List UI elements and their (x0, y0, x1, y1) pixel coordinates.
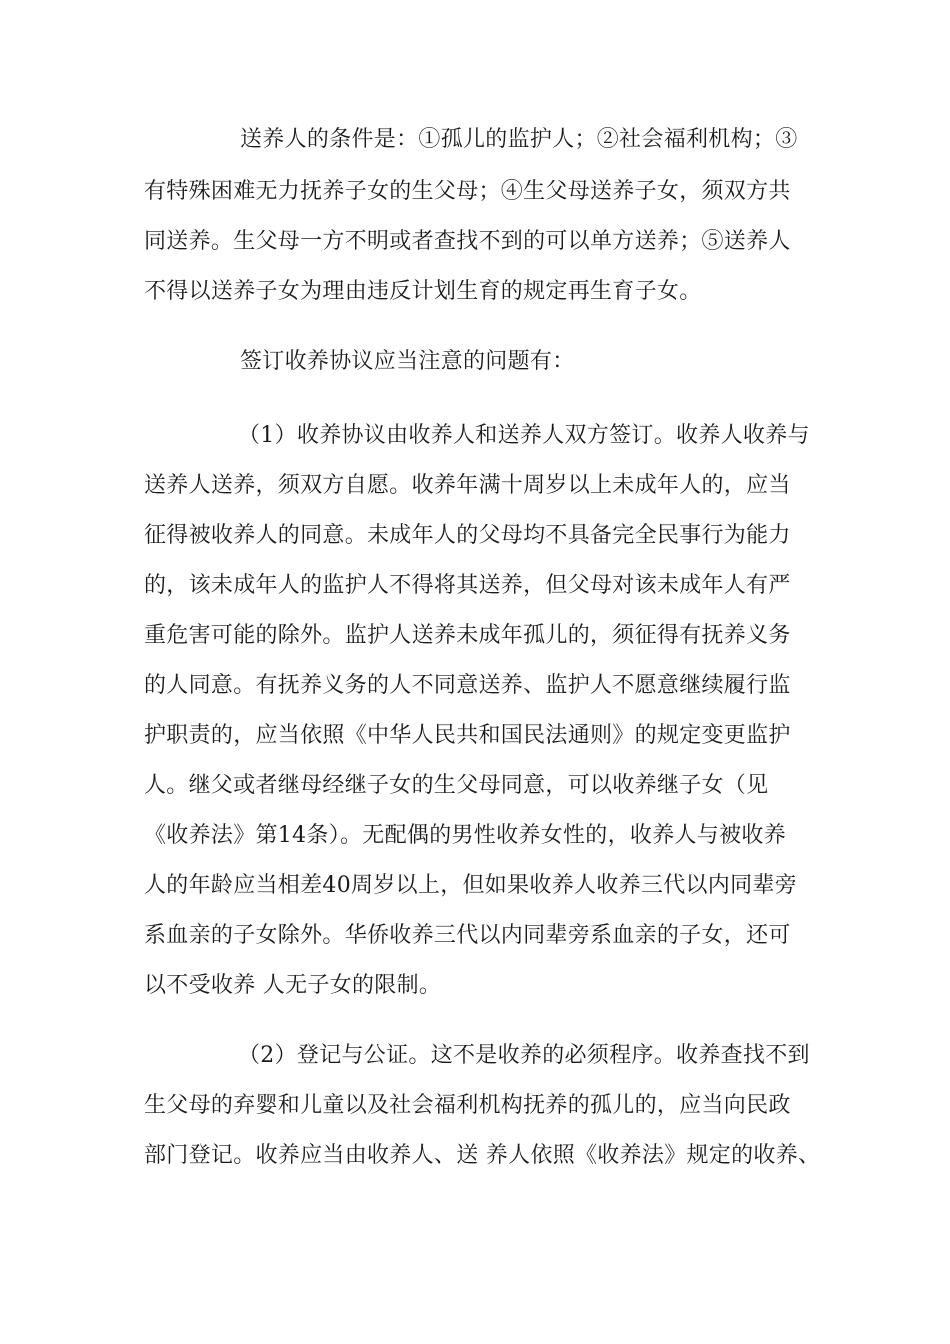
text-line: 护职责的，应当依照《中华人民共和国民法通则》的规定变更监护 (144, 723, 791, 748)
text-line: 人。继父或者继母经继子女的生父母同意，可以收养继子女（见 (144, 773, 769, 798)
text-line: 《收养法》第14条）。无配偶的男性收养女性的，收养人与被收养 (144, 823, 786, 848)
text-line: （2）登记与公证。这不是收养的必须程序。收养查找不到 (238, 1043, 810, 1068)
text-line: 送养人的条件是：①孤儿的监护人；②社会福利机构；③ (240, 127, 798, 152)
text-line: 送养人送养，须双方自愿。收养年满十周岁以上未成年人的，应当 (144, 473, 791, 498)
text-line: 的人同意。有抚养义务的人不同意送养、监护人不愿意继续履行监 (144, 673, 791, 698)
text-line: 人的年龄应当相差40周岁以上，但如果收养人收养三代以内同辈旁 (144, 873, 797, 898)
text-line: 部门登记。收养应当由收养人、送 养人依照《收养法》规定的收养、 (144, 1143, 821, 1168)
text-line: 系血亲的子女除外。华侨收养三代以内同辈旁系血亲的子女，还可 (144, 923, 791, 948)
text-line: 征得被收养人的同意。未成年人的父母均不具备完全民事行为能力 (144, 523, 791, 548)
text-line: 以不受收养 人无子女的限制。 (144, 973, 442, 998)
text-line: 生父母的弃婴和儿童以及社会福利机构抚养的孤儿的，应当向民政 (144, 1093, 791, 1118)
text-line: 签订收养协议应当注意的问题有： (240, 349, 575, 374)
text-line: 重危害可能的除外。监护人送养未成年孤儿的，须征得有抚养义务 (144, 623, 791, 648)
text-line: 同送养。生父母一方不明或者查找不到的可以单方送养；⑤送养人 (144, 229, 791, 254)
text-line: 有特殊困难无力抚养子女的生父母；④生父母送养子女，须双方共 (144, 179, 791, 204)
text-line: 的，该未成年人的监护人不得将其送养，但父母对该未成年人有严 (144, 573, 791, 598)
text-line: （1）收养协议由收养人和送养人双方签订。收养人收养与 (238, 423, 810, 448)
text-line: 不得以送养子女为理由违反计划生育的规定再生育子女。 (144, 279, 702, 304)
